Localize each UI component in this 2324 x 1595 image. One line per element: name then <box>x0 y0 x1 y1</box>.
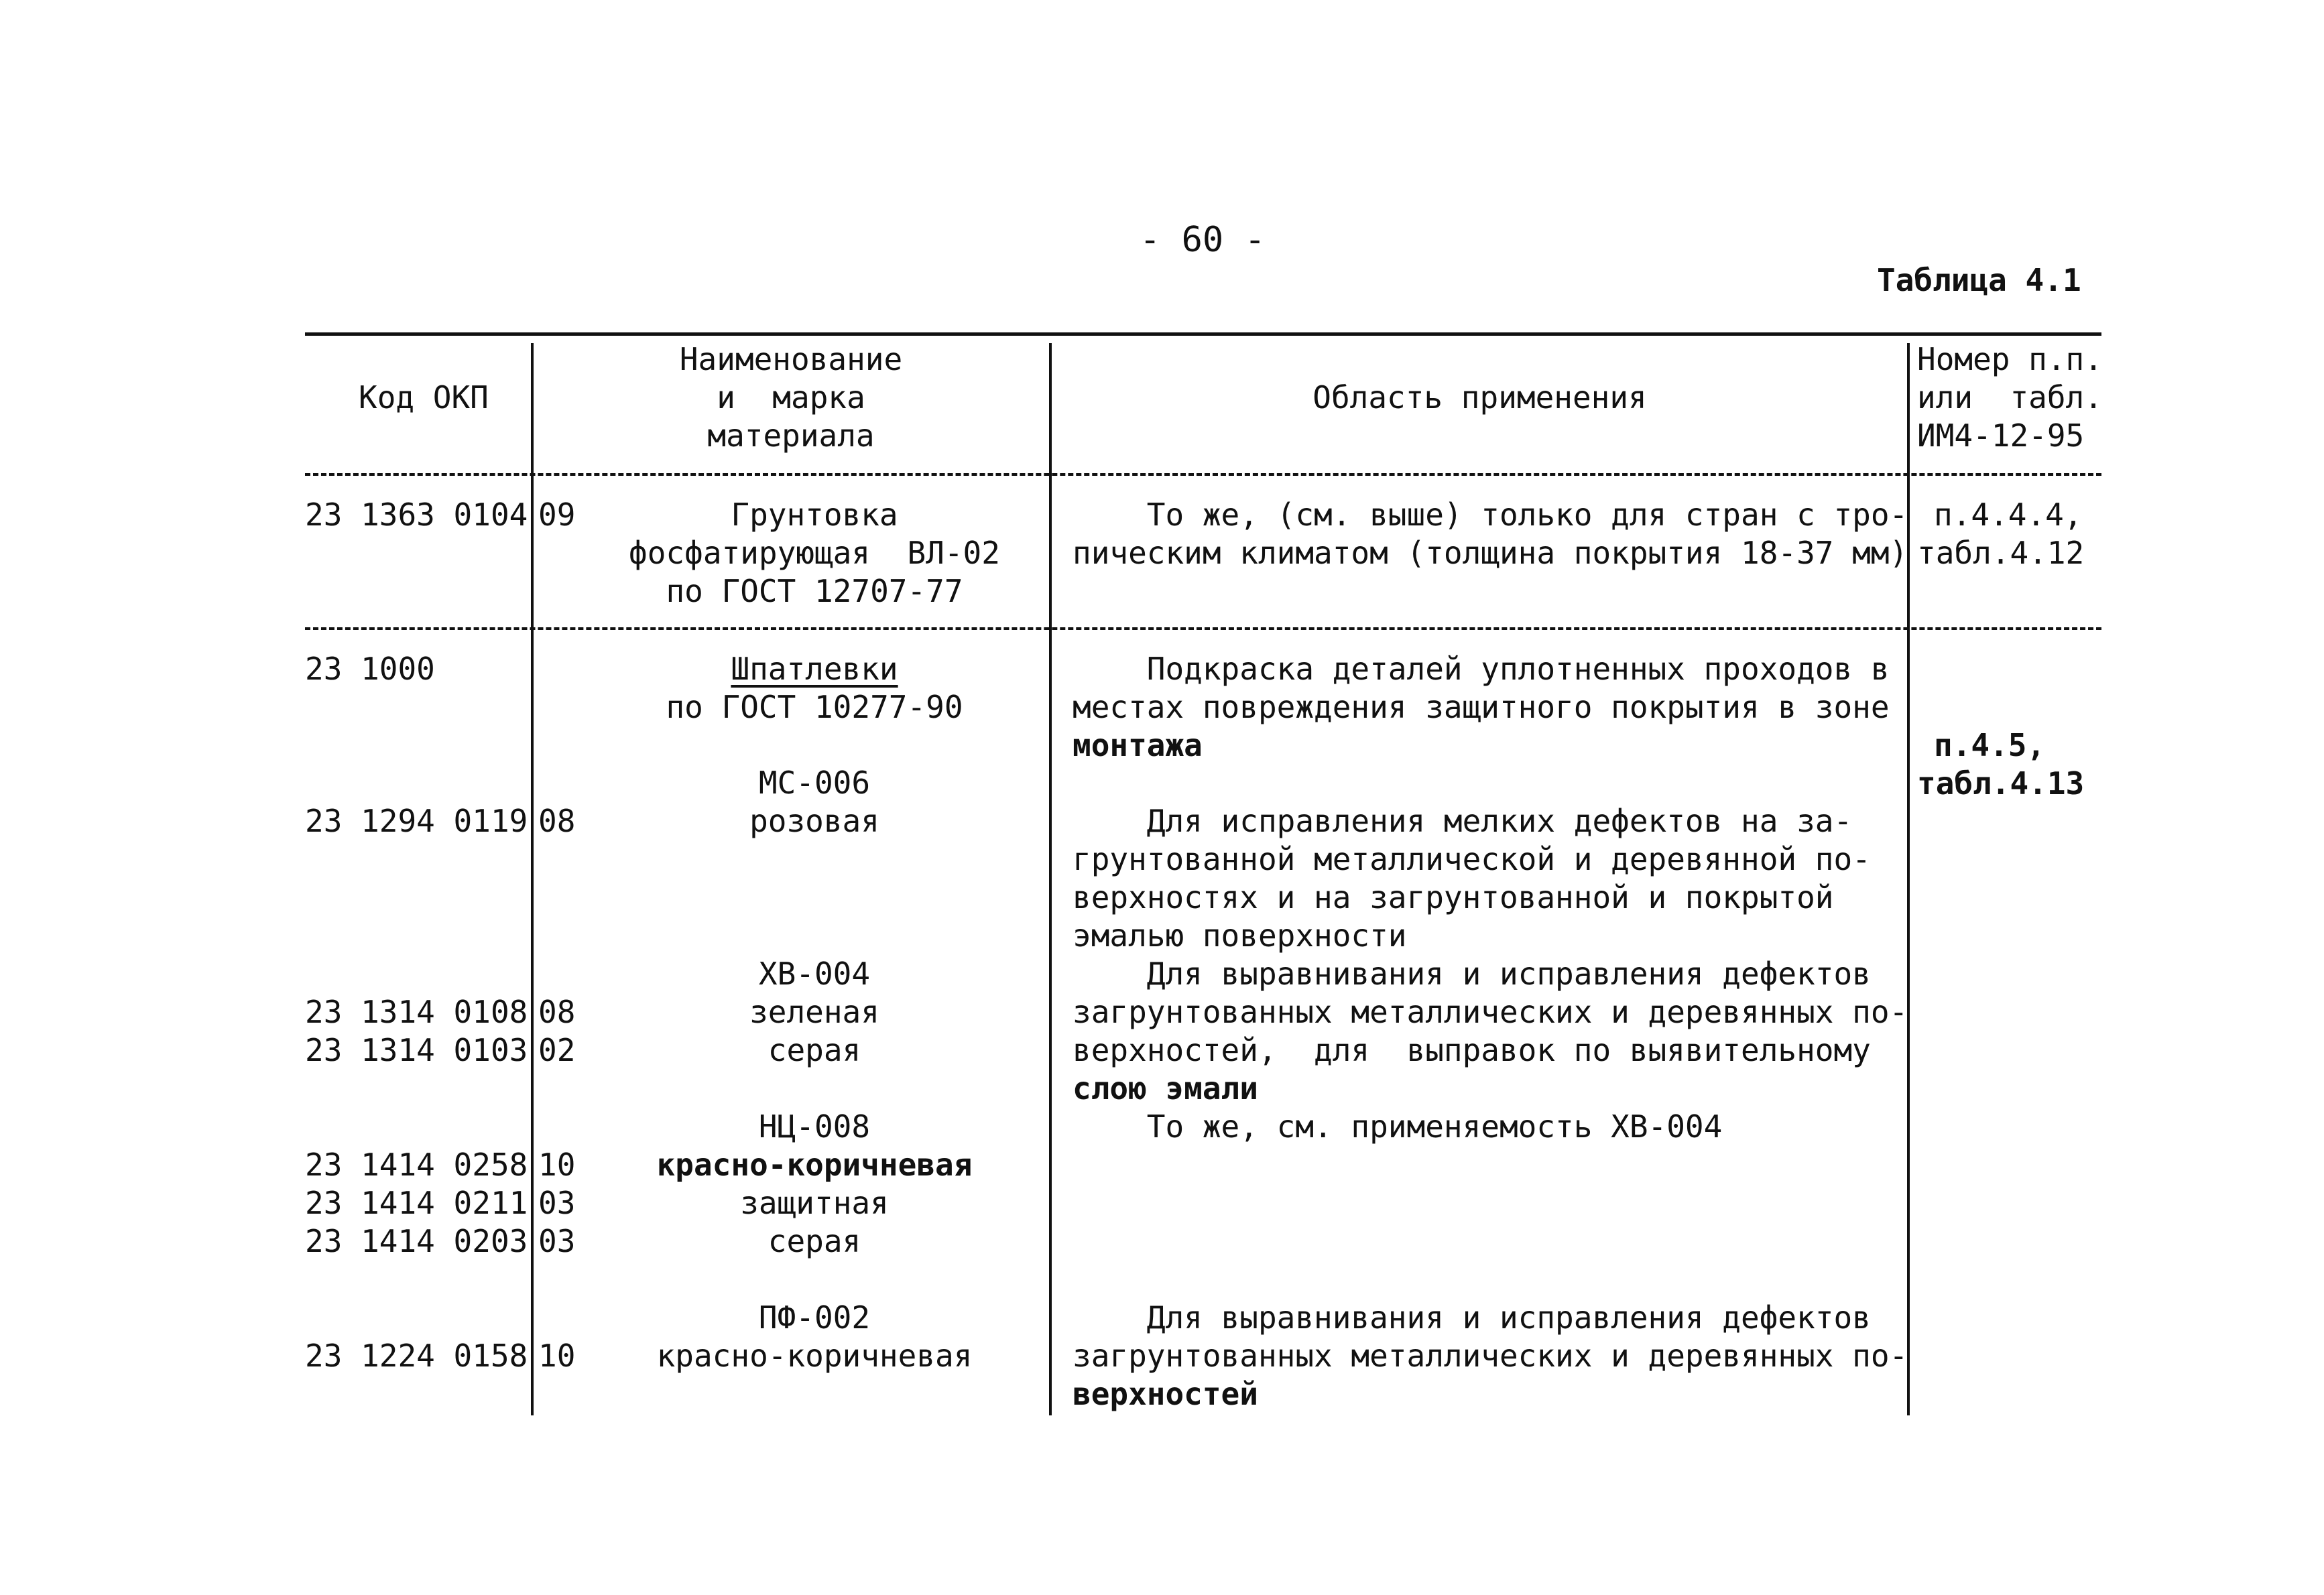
material-group-title <box>583 650 1046 688</box>
row-code: 23 1363 0104 <box>305 497 528 533</box>
area-line: Для выравнивания и исправления дефектов <box>1073 956 1871 992</box>
header-code: Код ОКП <box>359 379 489 416</box>
header-name-line2: и марка <box>717 379 865 416</box>
table-caption: Таблица 4.1 <box>1877 262 2081 298</box>
material-brand: ПФ-002 <box>758 1299 871 1336</box>
page-number: - 60 - <box>1140 220 1266 260</box>
area-line: То же, см. применяемость ХВ-004 <box>1073 1108 1723 1145</box>
area-line: эмалью поверхности <box>1073 917 1407 954</box>
material-name: фосфатирующая ВЛ-02 <box>629 535 1000 571</box>
material-brand: МС-006 <box>758 765 871 801</box>
area-line: верхностей, для выправок по выявительному <box>1073 1032 1871 1068</box>
ref-cell: табл.4.12 <box>1917 535 2085 571</box>
ref-cell: п.4.5, <box>1934 727 2046 763</box>
row-code: 23 1414 0203 <box>305 1223 528 1259</box>
header-name-line3: материала <box>707 418 875 454</box>
material-name: защитная <box>740 1185 889 1221</box>
dashed-separator-row1 <box>305 627 2101 630</box>
table-top-rule <box>305 332 2101 336</box>
material-name: по ГОСТ 12707-77 <box>666 573 963 609</box>
row-check-code: 02 <box>538 1032 576 1068</box>
row-check-code: 08 <box>538 803 576 839</box>
material-brand: НЦ-008 <box>758 1108 871 1145</box>
row-code: 23 1314 0108 <box>305 994 528 1030</box>
material-name: по ГОСТ 10277-90 <box>666 689 963 725</box>
area-line: монтажа <box>1073 727 1203 763</box>
row-code: 23 1224 0158 <box>305 1338 528 1374</box>
area-line: Подкраска деталей уплотненных проходов в <box>1073 651 1890 687</box>
header-name-line1: Наименование <box>679 341 903 377</box>
row-code: 23 1314 0103 <box>305 1032 528 1068</box>
dashed-separator-header <box>305 473 2101 476</box>
area-line: Для исправления мелких дефектов на за- <box>1073 803 1853 839</box>
area-line: загрунтованных металлических и деревянных по- <box>1073 994 1908 1030</box>
area-line: То же, (см. выше) только для стран с тро- <box>1073 497 1908 533</box>
row-check-code: 03 <box>538 1223 576 1259</box>
row-check-code: 08 <box>538 994 576 1030</box>
material-name: серая <box>768 1223 861 1259</box>
row-check-code: 10 <box>538 1147 576 1183</box>
column-separator-1 <box>531 343 534 1415</box>
material-brand: ХВ-004 <box>758 956 871 992</box>
area-line: местах повреждения защитного покрытия в зоне <box>1073 689 1890 725</box>
area-line: загрунтованных металлических и деревянных по- <box>1073 1338 1908 1374</box>
ref-cell: табл.4.13 <box>1917 765 2085 802</box>
row-check-code: 03 <box>538 1185 576 1221</box>
area-line: Для выравнивания и исправления дефектов <box>1073 1299 1871 1336</box>
row-code: 23 1414 0211 <box>305 1185 528 1221</box>
area-line: слою эмали <box>1073 1070 1258 1106</box>
material-name: розовая <box>749 803 879 839</box>
row-check-code: 09 <box>538 497 576 533</box>
material-group-title-text: Шпатлевки <box>731 651 898 687</box>
row-check-code: 10 <box>538 1338 576 1374</box>
material-name: красно-коричневая <box>656 1147 973 1183</box>
ref-cell: п.4.4.4, <box>1934 497 2083 533</box>
material-name: красно-коричневая <box>656 1338 973 1374</box>
header-ref-line3: ИМ4-12-95 <box>1917 418 2085 454</box>
row-code: 23 1414 0258 <box>305 1147 528 1183</box>
area-line: пическим климатом (толщина покрытия 18-37 мм) <box>1073 535 1908 571</box>
row-code: 23 1294 0119 <box>305 803 528 839</box>
row-code: 23 1000 <box>305 651 435 687</box>
header-area: Область применения <box>1312 379 1647 416</box>
material-name: Грунтовка <box>731 497 898 533</box>
header-ref-line2: или табл. <box>1917 379 2103 416</box>
area-line: верхностей <box>1073 1376 1258 1412</box>
area-line: грунтованной металлической и деревянной по- <box>1073 841 1871 877</box>
material-name: серая <box>768 1032 861 1068</box>
area-line: верхностях и на загрунтованной и покрытой <box>1073 879 1834 915</box>
header-ref-line1: Номер п.п. <box>1917 341 2103 377</box>
material-name: зеленая <box>749 994 879 1030</box>
column-separator-2 <box>1049 343 1052 1415</box>
